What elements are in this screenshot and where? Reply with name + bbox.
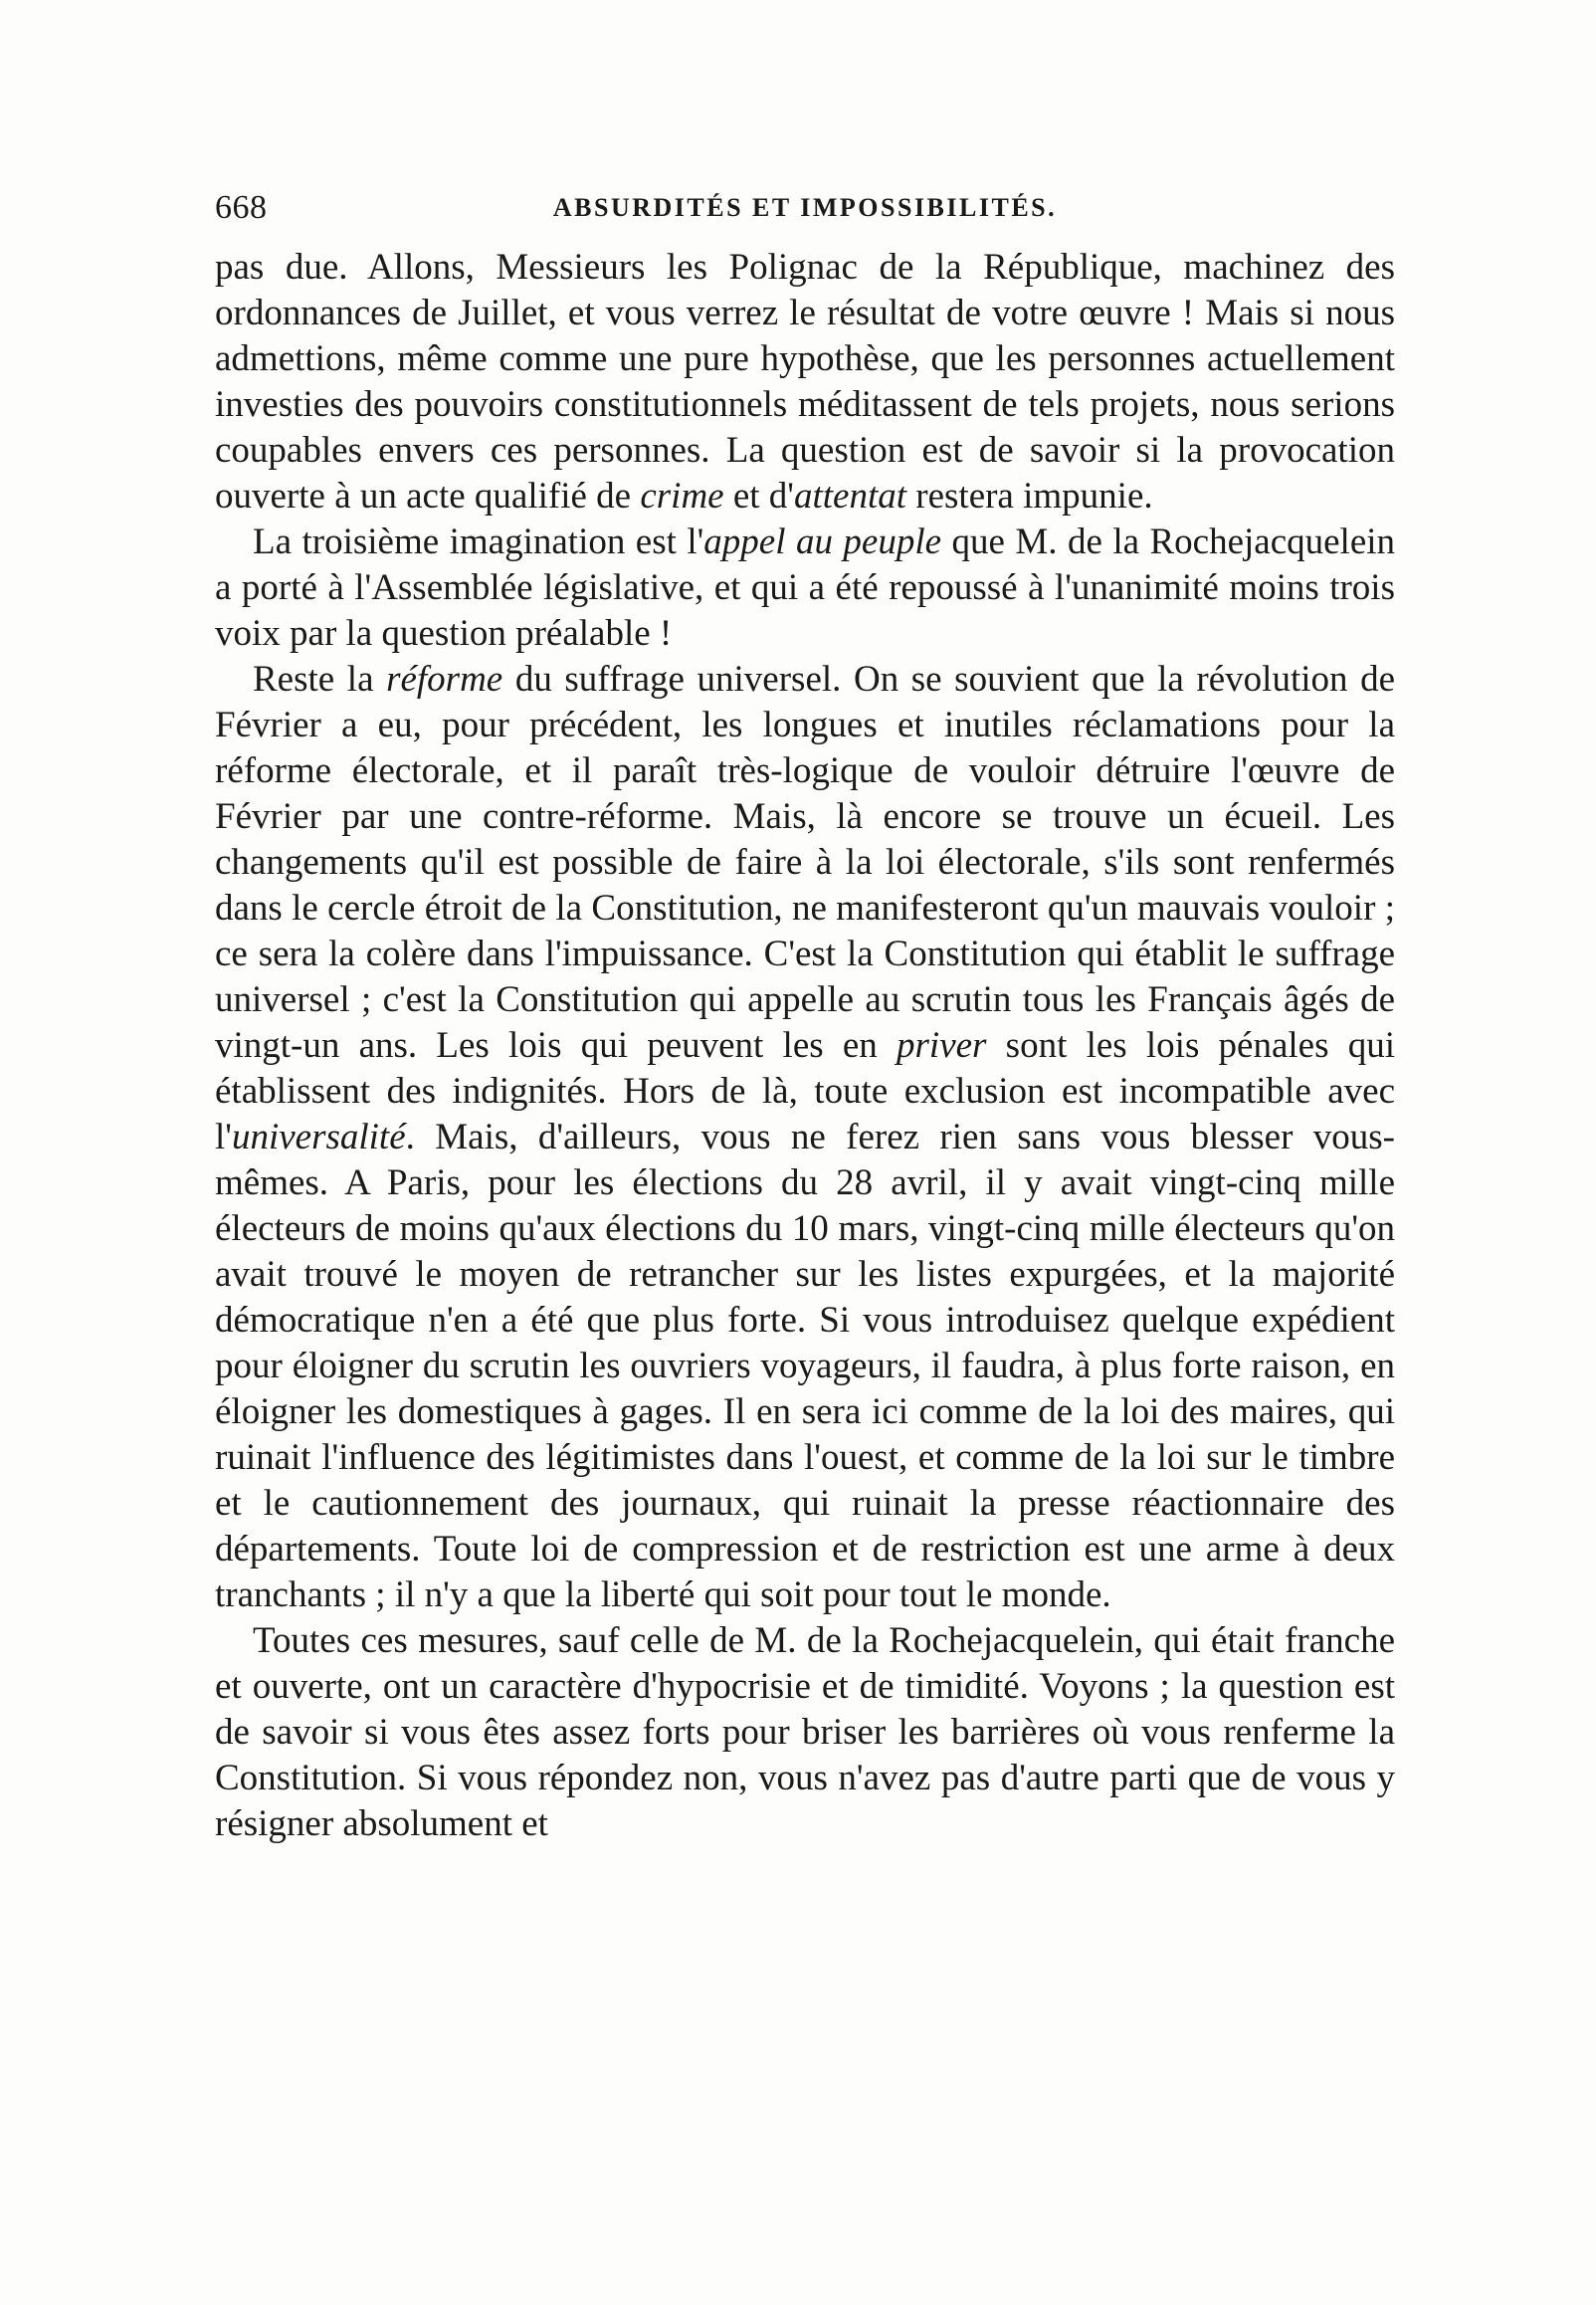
paragraph xyxy=(215,657,1395,1618)
body-text xyxy=(215,245,1395,1847)
text-run: que M. de la Rochejacquelein a porté à l'Assemblée législative, et qui a été repoussé à l'unanimité moins trois voix par la question préalable ! xyxy=(215,522,1396,654)
italic-text: appel au peuple xyxy=(703,522,942,562)
text-run: La troisième imagination est l' xyxy=(253,522,704,562)
italic-text: crime xyxy=(640,476,724,517)
running-title: ABSURDITÉS ET IMPOSSIBILITÉS. xyxy=(552,193,1058,222)
paragraph xyxy=(215,245,1395,520)
text-run: restera impunie. xyxy=(906,476,1153,517)
text-run: . Mais, d'ailleurs, vous ne ferez rien sans vous blesser vous-mêmes. A Paris, pour les élections du 28 avril, il y avait vingt-cinq mille électeurs de moins qu'aux élections du 10 mars, vingt-cinq mille électeurs qu'on avait trouvé le moyen de retrancher sur les listes expurgées, et la majorité démocratique n'en a été que plus forte. Si vous introduisez quelque expédient pour éloigner du scrutin les ouvriers voyageurs, il faudra, à plus forte raison, en éloigner les domestiques à gages. Il en sera ici comme de la loi des maires, qui ruinait l'influence des légitimistes dans l'ouest, et comme de la loi sur le timbre et le cautionnement des journaux, qui ruinait la presse réactionnaire des départements. Toute loi de compression et de restriction est une arme à deux tranchants ; il n'y a que la liberté qui soit pour tout le monde. xyxy=(215,1117,1395,1615)
text-run: sont les lois pénales qui établissent des indignités. Hors de là, toute exclusion est incompatible avec l' xyxy=(215,1025,1396,1157)
italic-text: réforme xyxy=(386,659,503,700)
italic-text: priver xyxy=(897,1025,987,1066)
italic-text: attentat xyxy=(793,476,907,517)
text-run: pas due. Allons, Messieurs les Polignac de la République, machinez des ordonnances de Juillet, et vous verrez le résultat de votre œuvre ! Mais si nous admettions, même comme une pure hypothèse, que les personnes actuellement investies des pouvoirs constitutionnels méditassent de tels projets, nous serions coupables envers ces personnes. La question est de savoir si la provocation ouverte à un acte qualifié de xyxy=(215,247,1395,517)
text-run: Reste la xyxy=(253,659,387,700)
italic-text: universalité xyxy=(231,1117,406,1157)
text-run: Toutes ces mesures, sauf celle de M. de la Rochejacquelein, qui était franche et ouverte, ont un caractère d'hypocrisie et de timidité. Voyons ; la question est de savoir si vous êtes assez forts pour briser les barrières où vous renferme la Constitution. Si vous répondez non, vous n'avez pas d'autre parti que de vous y résigner absolument et xyxy=(215,1620,1395,1844)
text-run: du suffrage universel. On se souvient que la révolution de Février a eu, pour précédent, les longues et inutiles réclamations pour la réforme électorale, et il paraît très-logique de vouloir détruire l'œuvre de Février par une contre-réforme. Mais, là encore se trouve un écueil. Les changements qu'il est possible de faire à la loi électorale, s'ils sont renfermés dans le cercle étroit de la Constitution, ne manifesteront qu'un mauvais vouloir ; ce sera la colère dans l'impuissance. C'est la Constitution qui établit le suffrage universel ; c'est la Constitution qui appelle au scrutin tous les Français âgés de vingt-un ans. Les lois qui peuvent les en xyxy=(215,659,1396,1066)
text-run: et d' xyxy=(723,476,794,517)
paragraph xyxy=(215,520,1395,657)
paragraph xyxy=(215,1618,1395,1847)
page-header xyxy=(215,189,1395,239)
page-number: 668 xyxy=(215,189,268,226)
